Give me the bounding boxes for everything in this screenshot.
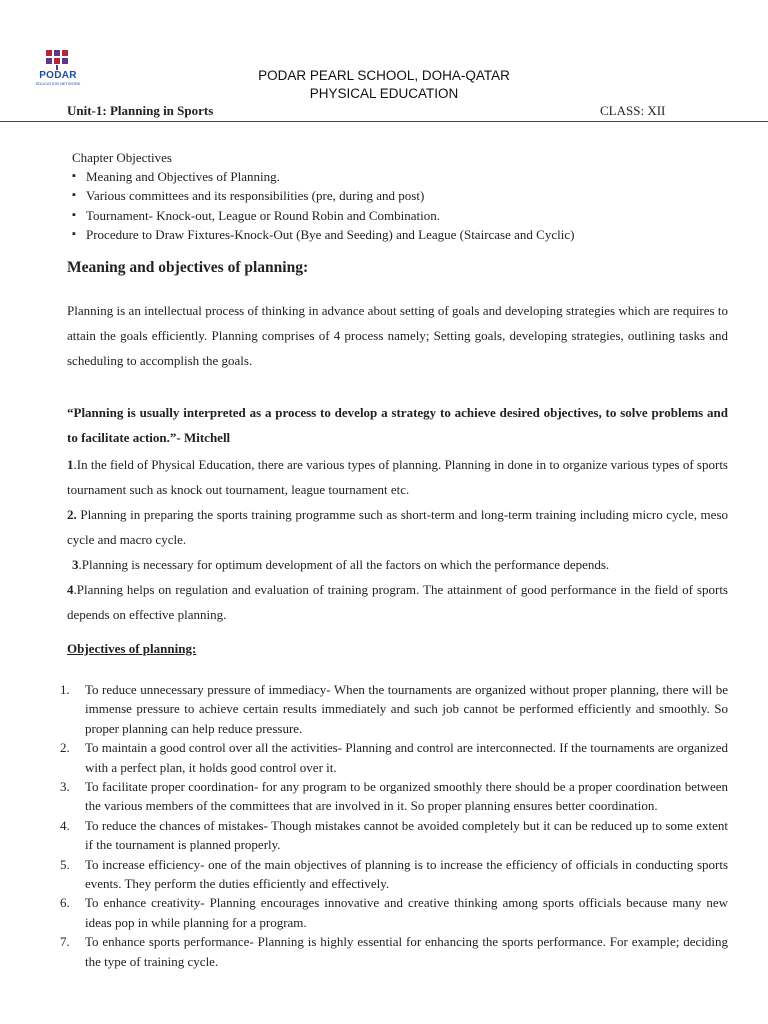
item-number: 1. <box>60 682 70 697</box>
header-divider <box>0 121 768 122</box>
item-number: 3. <box>60 779 70 795</box>
item-text: To enhance sports performance- Planning is highly essential for enhancing the sports performance. For example; deciding the type of training cycle. <box>85 934 728 969</box>
logo-subtext: EDUCATION NETWORK <box>35 81 81 86</box>
item-text: To increase efficiency- one of the main objectives of planning is to increase the efficiency of officials in conducting sports events. They perform the duties efficiently and effectively. <box>85 856 728 892</box>
section-heading-objectives: Objectives of planning: <box>67 641 197 656</box>
logo-wordmark: PODAR <box>39 70 77 81</box>
mitchell-quote: “Planning is usually interpreted as a process to develop a strategy to achieve desired objectives, to solve problems and to facilitate action.”- Mitchell <box>67 405 728 445</box>
unit-title: Unit-1: Planning in Sports <box>67 103 214 118</box>
item-number: 5. <box>60 856 70 872</box>
objectives-list <box>60 680 728 971</box>
list-item <box>60 777 728 816</box>
list-item <box>60 738 728 777</box>
point-text: .Planning helps on regulation and evaluation of training program. The attainment of good performance in the field of sports depends on effective planning. <box>67 582 728 622</box>
list-item <box>60 893 728 932</box>
item-text: To enhance creativity- Planning encourages innovative and creative thinking among sports officials because many new ideas pop in while planning for a program. <box>85 895 728 930</box>
point-text: .Planning is necessary for optimum development of all the factors on which the performance depends. <box>78 557 610 572</box>
list-item <box>60 855 728 894</box>
item-text: To facilitate proper coordination- for any program to be organized smoothly there should be a proper coordination between the various members of the committees that are involved in it. So proper planning ensures better coordination. <box>85 779 728 814</box>
list-item: ▪ Procedure to Draw Fixtures-Knock-Out (Bye and Seeding) and League (Staircase and Cyclic) <box>72 225 574 244</box>
class-label: CLASS: XII <box>600 103 666 118</box>
point-number: 3 <box>72 557 79 572</box>
point-text: .In the field of Physical Education, there are various types of planning. Planning in done in to organize various types of sports tournament such as knock out tournament, league tournament etc. <box>67 457 728 497</box>
item-text: To reduce unnecessary pressure of immediacy- When the tournaments are organized without proper planning, there will be immense pressure to achieve certain results immediately and such job cannot be performed efficiently and smoothly. So proper planning can help reduce pressure. <box>85 682 728 736</box>
chapter-objectives-list <box>72 167 574 244</box>
item-text: To maintain a good control over all the activities- Planning and control are interconnected. If the tournaments are organized with a perfect plan, it holds good control over it. <box>85 740 728 775</box>
item-number: 2. <box>60 740 70 756</box>
department-name: PHYSICAL EDUCATION <box>309 86 459 101</box>
list-item: ▪ Meaning and Objectives of Planning. <box>72 167 574 186</box>
planning-point <box>67 502 728 552</box>
list-item <box>60 932 728 971</box>
item-text: To reduce the chances of mistakes- Though mistakes cannot be avoided completely but it can be reduced up to some extent if the tournament is planned properly. <box>85 817 728 853</box>
planning-point <box>67 577 728 627</box>
point-number: 4 <box>67 582 74 597</box>
school-name: PODAR PEARL SCHOOL, DOHA-QATAR <box>258 68 510 83</box>
planning-point <box>67 452 728 502</box>
item-number: 6. <box>60 895 70 911</box>
planning-point <box>72 552 728 577</box>
point-text: Planning in preparing the sports training programme such as short-term and long-term training including micro cycle, meso cycle and macro cycle. <box>67 507 728 547</box>
section-heading-meaning: Meaning and objectives of planning: <box>67 259 309 276</box>
list-item <box>60 680 728 738</box>
list-item <box>60 816 728 855</box>
item-number: 7. <box>60 934 70 950</box>
list-item: ▪ Various committees and its responsibilities (pre, during and post) <box>72 186 574 205</box>
point-number: 1 <box>67 457 74 472</box>
item-number: 4. <box>60 817 70 833</box>
chapter-objectives-heading: Chapter Objectives <box>72 150 172 165</box>
point-number: 2. <box>67 507 77 522</box>
planning-definition-paragraph: Planning is an intellectual process of thinking in advance about setting of goals and developing strategies which are requires to attain the goals efficiently. Planning comprises of 4 process namely; Setting goals, developing strategies, outlining tasks and scheduling to accomplish the goals. <box>67 303 728 368</box>
list-item: ▪ Tournament- Knock-out, League or Round Robin and Combination. <box>72 206 574 225</box>
